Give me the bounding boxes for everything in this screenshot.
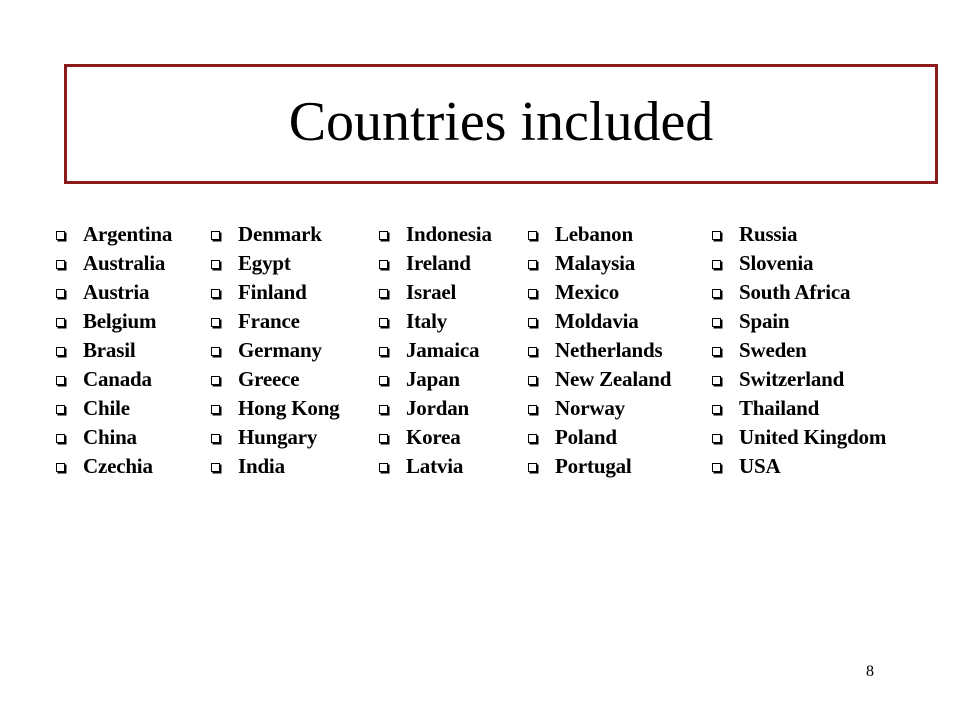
country-list-item xyxy=(712,278,886,307)
country-list-item xyxy=(56,220,172,249)
country-column-2 xyxy=(211,220,339,481)
country-list-item xyxy=(56,452,172,481)
country-list-item xyxy=(528,423,671,452)
country-label: Brasil xyxy=(83,338,136,362)
checkbox-bullet-icon xyxy=(379,231,388,240)
country-label: Finland xyxy=(238,280,307,304)
checkbox-bullet-icon xyxy=(56,434,65,443)
country-label: Thailand xyxy=(739,396,820,420)
country-label: Greece xyxy=(238,367,300,391)
country-label: Netherlands xyxy=(555,338,663,362)
country-label: Poland xyxy=(555,425,617,449)
checkbox-bullet-icon xyxy=(379,260,388,269)
country-list-item xyxy=(379,278,492,307)
country-list-item xyxy=(379,307,492,336)
country-list-item xyxy=(712,452,886,481)
country-label: Lebanon xyxy=(555,222,633,246)
checkbox-bullet-icon xyxy=(211,376,220,385)
checkbox-bullet-icon xyxy=(379,434,388,443)
country-label: Portugal xyxy=(555,454,632,478)
checkbox-bullet-icon xyxy=(379,289,388,298)
country-label: Latvia xyxy=(406,454,464,478)
country-label: Jordan xyxy=(406,396,469,420)
country-column-1 xyxy=(56,220,172,481)
country-list-item xyxy=(379,336,492,365)
checkbox-bullet-icon xyxy=(528,318,537,327)
checkbox-bullet-icon xyxy=(211,405,220,414)
country-list-item xyxy=(528,249,671,278)
checkbox-bullet-icon xyxy=(379,318,388,327)
country-list-item xyxy=(211,307,339,336)
checkbox-bullet-icon xyxy=(56,318,65,327)
country-list-item xyxy=(211,249,339,278)
country-list-item xyxy=(712,336,886,365)
checkbox-bullet-icon xyxy=(712,463,721,472)
country-label: Austria xyxy=(83,280,150,304)
country-list-item xyxy=(211,278,339,307)
country-list-item xyxy=(379,365,492,394)
page-number: 8 xyxy=(866,663,874,680)
checkbox-bullet-icon xyxy=(712,231,721,240)
country-label: Belgium xyxy=(83,309,157,333)
checkbox-bullet-icon xyxy=(712,434,721,443)
checkbox-bullet-icon xyxy=(712,260,721,269)
country-label: United Kingdom xyxy=(739,425,887,449)
country-label: China xyxy=(83,425,137,449)
country-label: Mexico xyxy=(555,280,620,304)
country-list-item xyxy=(379,452,492,481)
country-label: Italy xyxy=(406,309,448,333)
country-label: Malaysia xyxy=(555,251,636,275)
country-list-item xyxy=(56,394,172,423)
checkbox-bullet-icon xyxy=(56,347,65,356)
country-list-item xyxy=(528,307,671,336)
checkbox-bullet-icon xyxy=(712,405,721,414)
country-list-item xyxy=(528,452,671,481)
country-label: Russia xyxy=(739,222,798,246)
checkbox-bullet-icon xyxy=(211,289,220,298)
country-label: Egypt xyxy=(238,251,291,275)
country-label: France xyxy=(238,309,300,333)
checkbox-bullet-icon xyxy=(528,463,537,472)
country-label: South Africa xyxy=(739,280,851,304)
checkbox-bullet-icon xyxy=(528,231,537,240)
checkbox-bullet-icon xyxy=(211,463,220,472)
country-list-item xyxy=(712,365,886,394)
country-list-item xyxy=(712,220,886,249)
country-label: Korea xyxy=(406,425,461,449)
country-label: Canada xyxy=(83,367,152,391)
checkbox-bullet-icon xyxy=(712,376,721,385)
country-label: Hungary xyxy=(238,425,318,449)
country-list-item xyxy=(528,394,671,423)
checkbox-bullet-icon xyxy=(379,347,388,356)
country-column-4 xyxy=(528,220,671,481)
country-label: India xyxy=(238,454,285,478)
country-label: Argentina xyxy=(83,222,173,246)
country-label: Spain xyxy=(739,309,790,333)
checkbox-bullet-icon xyxy=(712,318,721,327)
country-label: Switzerland xyxy=(739,367,845,391)
country-list-item xyxy=(712,423,886,452)
country-list-item xyxy=(211,452,339,481)
country-label: Israel xyxy=(406,280,457,304)
country-label: Moldavia xyxy=(555,309,639,333)
country-label: Japan xyxy=(406,367,460,391)
country-list-item xyxy=(528,278,671,307)
country-label: Chile xyxy=(83,396,130,420)
country-column-5 xyxy=(712,220,886,481)
title-box xyxy=(64,64,938,184)
checkbox-bullet-icon xyxy=(211,260,220,269)
country-label: Sweden xyxy=(739,338,807,362)
country-list-item xyxy=(712,394,886,423)
checkbox-bullet-icon xyxy=(211,347,220,356)
checkbox-bullet-icon xyxy=(379,376,388,385)
country-label: Slovenia xyxy=(739,251,814,275)
checkbox-bullet-icon xyxy=(712,347,721,356)
country-column-3 xyxy=(379,220,492,481)
country-list-item xyxy=(528,220,671,249)
country-list-item xyxy=(379,423,492,452)
checkbox-bullet-icon xyxy=(528,289,537,298)
country-list-item xyxy=(211,423,339,452)
country-list-item xyxy=(379,220,492,249)
checkbox-bullet-icon xyxy=(211,318,220,327)
country-list-item xyxy=(379,394,492,423)
country-list-item xyxy=(56,336,172,365)
country-list-item xyxy=(56,307,172,336)
country-list-item xyxy=(528,336,671,365)
checkbox-bullet-icon xyxy=(211,231,220,240)
checkbox-bullet-icon xyxy=(56,289,65,298)
country-label: New Zealand xyxy=(555,367,672,391)
checkbox-bullet-icon xyxy=(56,376,65,385)
country-list-item xyxy=(712,307,886,336)
country-label: Germany xyxy=(238,338,322,362)
country-label: Hong Kong xyxy=(238,396,340,420)
checkbox-bullet-icon xyxy=(528,376,537,385)
country-list-item xyxy=(56,249,172,278)
slide-title: Countries included xyxy=(288,91,714,153)
country-list-item xyxy=(56,278,172,307)
country-label: Norway xyxy=(555,396,625,420)
checkbox-bullet-icon xyxy=(379,405,388,414)
checkbox-bullet-icon xyxy=(528,405,537,414)
checkbox-bullet-icon xyxy=(528,347,537,356)
country-label: Denmark xyxy=(238,222,322,246)
country-label: Czechia xyxy=(83,454,153,478)
country-list-item xyxy=(379,249,492,278)
checkbox-bullet-icon xyxy=(528,434,537,443)
checkbox-bullet-icon xyxy=(56,405,65,414)
checkbox-bullet-icon xyxy=(56,463,65,472)
country-list-item xyxy=(211,394,339,423)
country-label: Indonesia xyxy=(406,222,492,246)
checkbox-bullet-icon xyxy=(56,260,65,269)
country-list-item xyxy=(712,249,886,278)
checkbox-bullet-icon xyxy=(712,289,721,298)
country-label: Jamaica xyxy=(406,338,480,362)
country-list-item xyxy=(211,220,339,249)
checkbox-bullet-icon xyxy=(379,463,388,472)
country-list-item xyxy=(56,365,172,394)
country-label: USA xyxy=(739,454,781,478)
country-label: Ireland xyxy=(406,251,471,275)
country-list-item xyxy=(211,365,339,394)
checkbox-bullet-icon xyxy=(56,231,65,240)
checkbox-bullet-icon xyxy=(211,434,220,443)
country-list-item xyxy=(56,423,172,452)
country-label: Australia xyxy=(83,251,166,275)
country-list-item xyxy=(528,365,671,394)
country-list-item xyxy=(211,336,339,365)
checkbox-bullet-icon xyxy=(528,260,537,269)
